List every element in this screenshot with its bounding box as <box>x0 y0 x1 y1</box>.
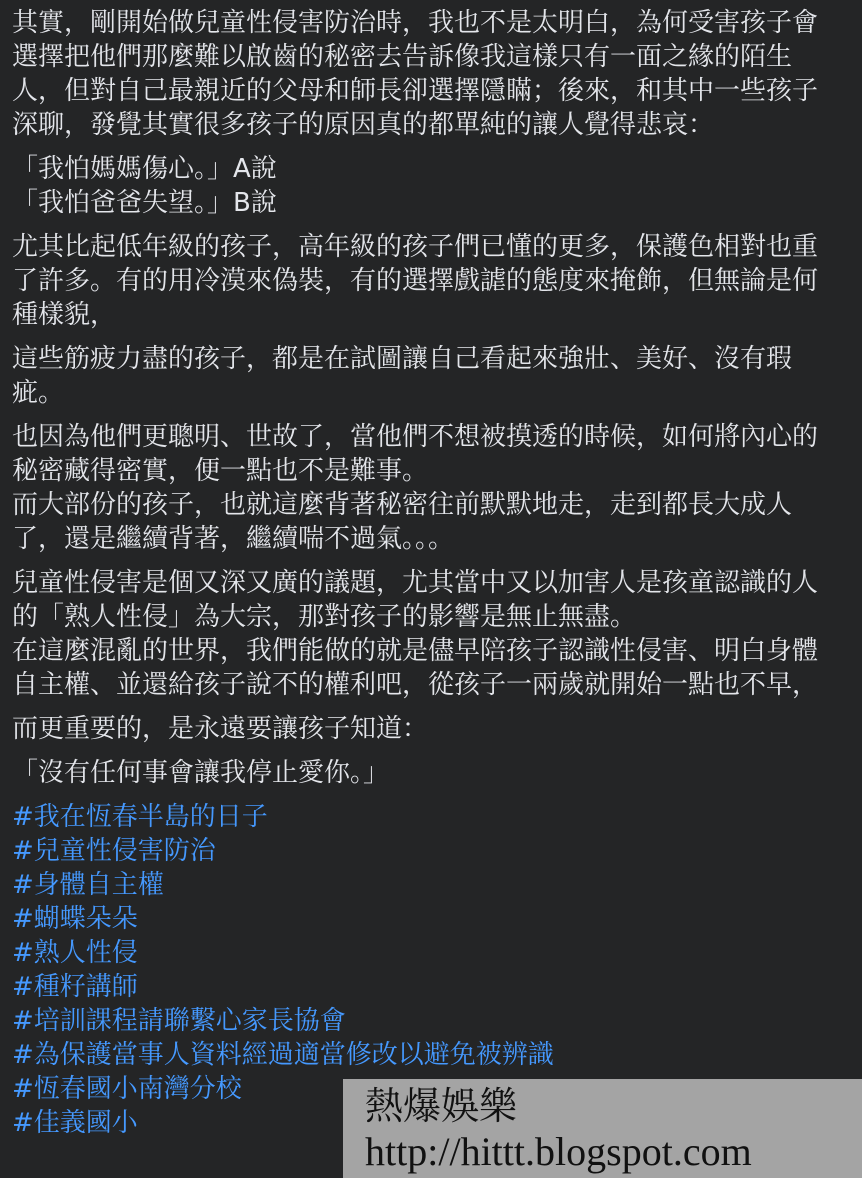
post-body <box>12 6 854 1140</box>
text-line: 兒童性侵害是個又深又廣的議題，尤其當中又以加害人是孩童認識的人 <box>12 568 819 598</box>
text-line: 了，還是繼續背著，繼續喘不過氣。。。 <box>12 524 455 554</box>
paragraph-1 <box>12 6 854 142</box>
text-line: 自主權、並還給孩子說不的權利吧，從孩子一兩歲就開始一點也不早， <box>12 670 819 700</box>
text-line: 疵。 <box>12 378 65 408</box>
text-line: 其實，剛開始做兒童性侵害防治時，我也不是太明白，為何受害孩子會 <box>12 8 819 38</box>
text-line: 在這麼混亂的世界，我們能做的就是儘早陪孩子認識性侵害、明白身體 <box>12 636 819 666</box>
paragraph-8-quote <box>12 756 854 790</box>
text-line: 深聊，發覺其實很多孩子的原因真的都單純的讓人覺得悲哀： <box>12 110 715 140</box>
paragraph-6 <box>12 566 854 702</box>
hashtag-link[interactable]: #為保護當事人資料經過適當修改以避免被辨識 <box>12 1040 554 1070</box>
paragraph-4 <box>12 342 854 410</box>
text-line: 人，但對自己最親近的父母和師長卻選擇隱瞞；後來，和其中一些孩子 <box>12 76 819 106</box>
text-line: 「我怕媽媽傷心。」A說 <box>12 154 277 184</box>
text-line: 這些筋疲力盡的孩子，都是在試圖讓自己看起來強壯、美好、沒有瑕 <box>12 344 793 374</box>
hashtag-link[interactable]: #恆春國小南灣分校 <box>12 1074 242 1104</box>
text-line: 秘密藏得密實，便一點也不是難事。 <box>12 456 429 486</box>
paragraph-5 <box>12 420 854 556</box>
hashtag-link[interactable]: #兒童性侵害防治 <box>12 836 216 866</box>
watermark-title: 熱爆娛樂 <box>365 1084 518 1128</box>
text-line: 也因為他們更聰明、世故了，當他們不想被摸透的時候，如何將內心的 <box>12 422 819 452</box>
hashtag-link[interactable]: #佳義國小 <box>12 1108 138 1138</box>
text-line: 選擇把他們那麼難以啟齒的秘密去告訴像我這樣只有一面之緣的陌生 <box>12 42 793 72</box>
hashtag-link[interactable]: #培訓課程請聯繫心家長協會 <box>12 1006 346 1036</box>
text-line: 「我怕爸爸失望。」B說 <box>12 188 277 218</box>
paragraph-3 <box>12 230 854 332</box>
paragraph-2-quotes <box>12 152 854 220</box>
hashtag-link[interactable]: #蝴蝶朵朵 <box>12 904 138 934</box>
hashtag-link[interactable]: #熟人性侵 <box>12 938 138 968</box>
text-line: 了許多。有的用冷漠來偽裝，有的選擇戲謔的態度來掩飾，但無論是何 <box>12 266 819 296</box>
text-line: 尤其比起低年級的孩子，高年級的孩子們已懂的更多，保護色相對也重 <box>12 232 819 262</box>
text-line: 而大部份的孩子，也就這麼背著秘密往前默默地走，走到都長大成人 <box>12 490 793 520</box>
text-line: 種樣貌， <box>12 300 117 330</box>
hashtag-link[interactable]: #種籽講師 <box>12 972 138 1002</box>
text-line: 而更重要的，是永遠要讓孩子知道： <box>12 714 429 744</box>
hashtag-link[interactable]: #我在恆春半島的日子 <box>12 802 268 832</box>
text-line: 「沒有任何事會讓我停止愛你。」 <box>12 758 390 788</box>
text-line: 的「熟人性侵」為大宗，那對孩子的影響是無止無盡。 <box>12 602 637 632</box>
watermark <box>343 1079 862 1178</box>
paragraph-7 <box>12 712 854 746</box>
hashtag-link[interactable]: #身體自主權 <box>12 870 164 900</box>
watermark-url: http://hittt.blogspot.com <box>365 1129 752 1174</box>
